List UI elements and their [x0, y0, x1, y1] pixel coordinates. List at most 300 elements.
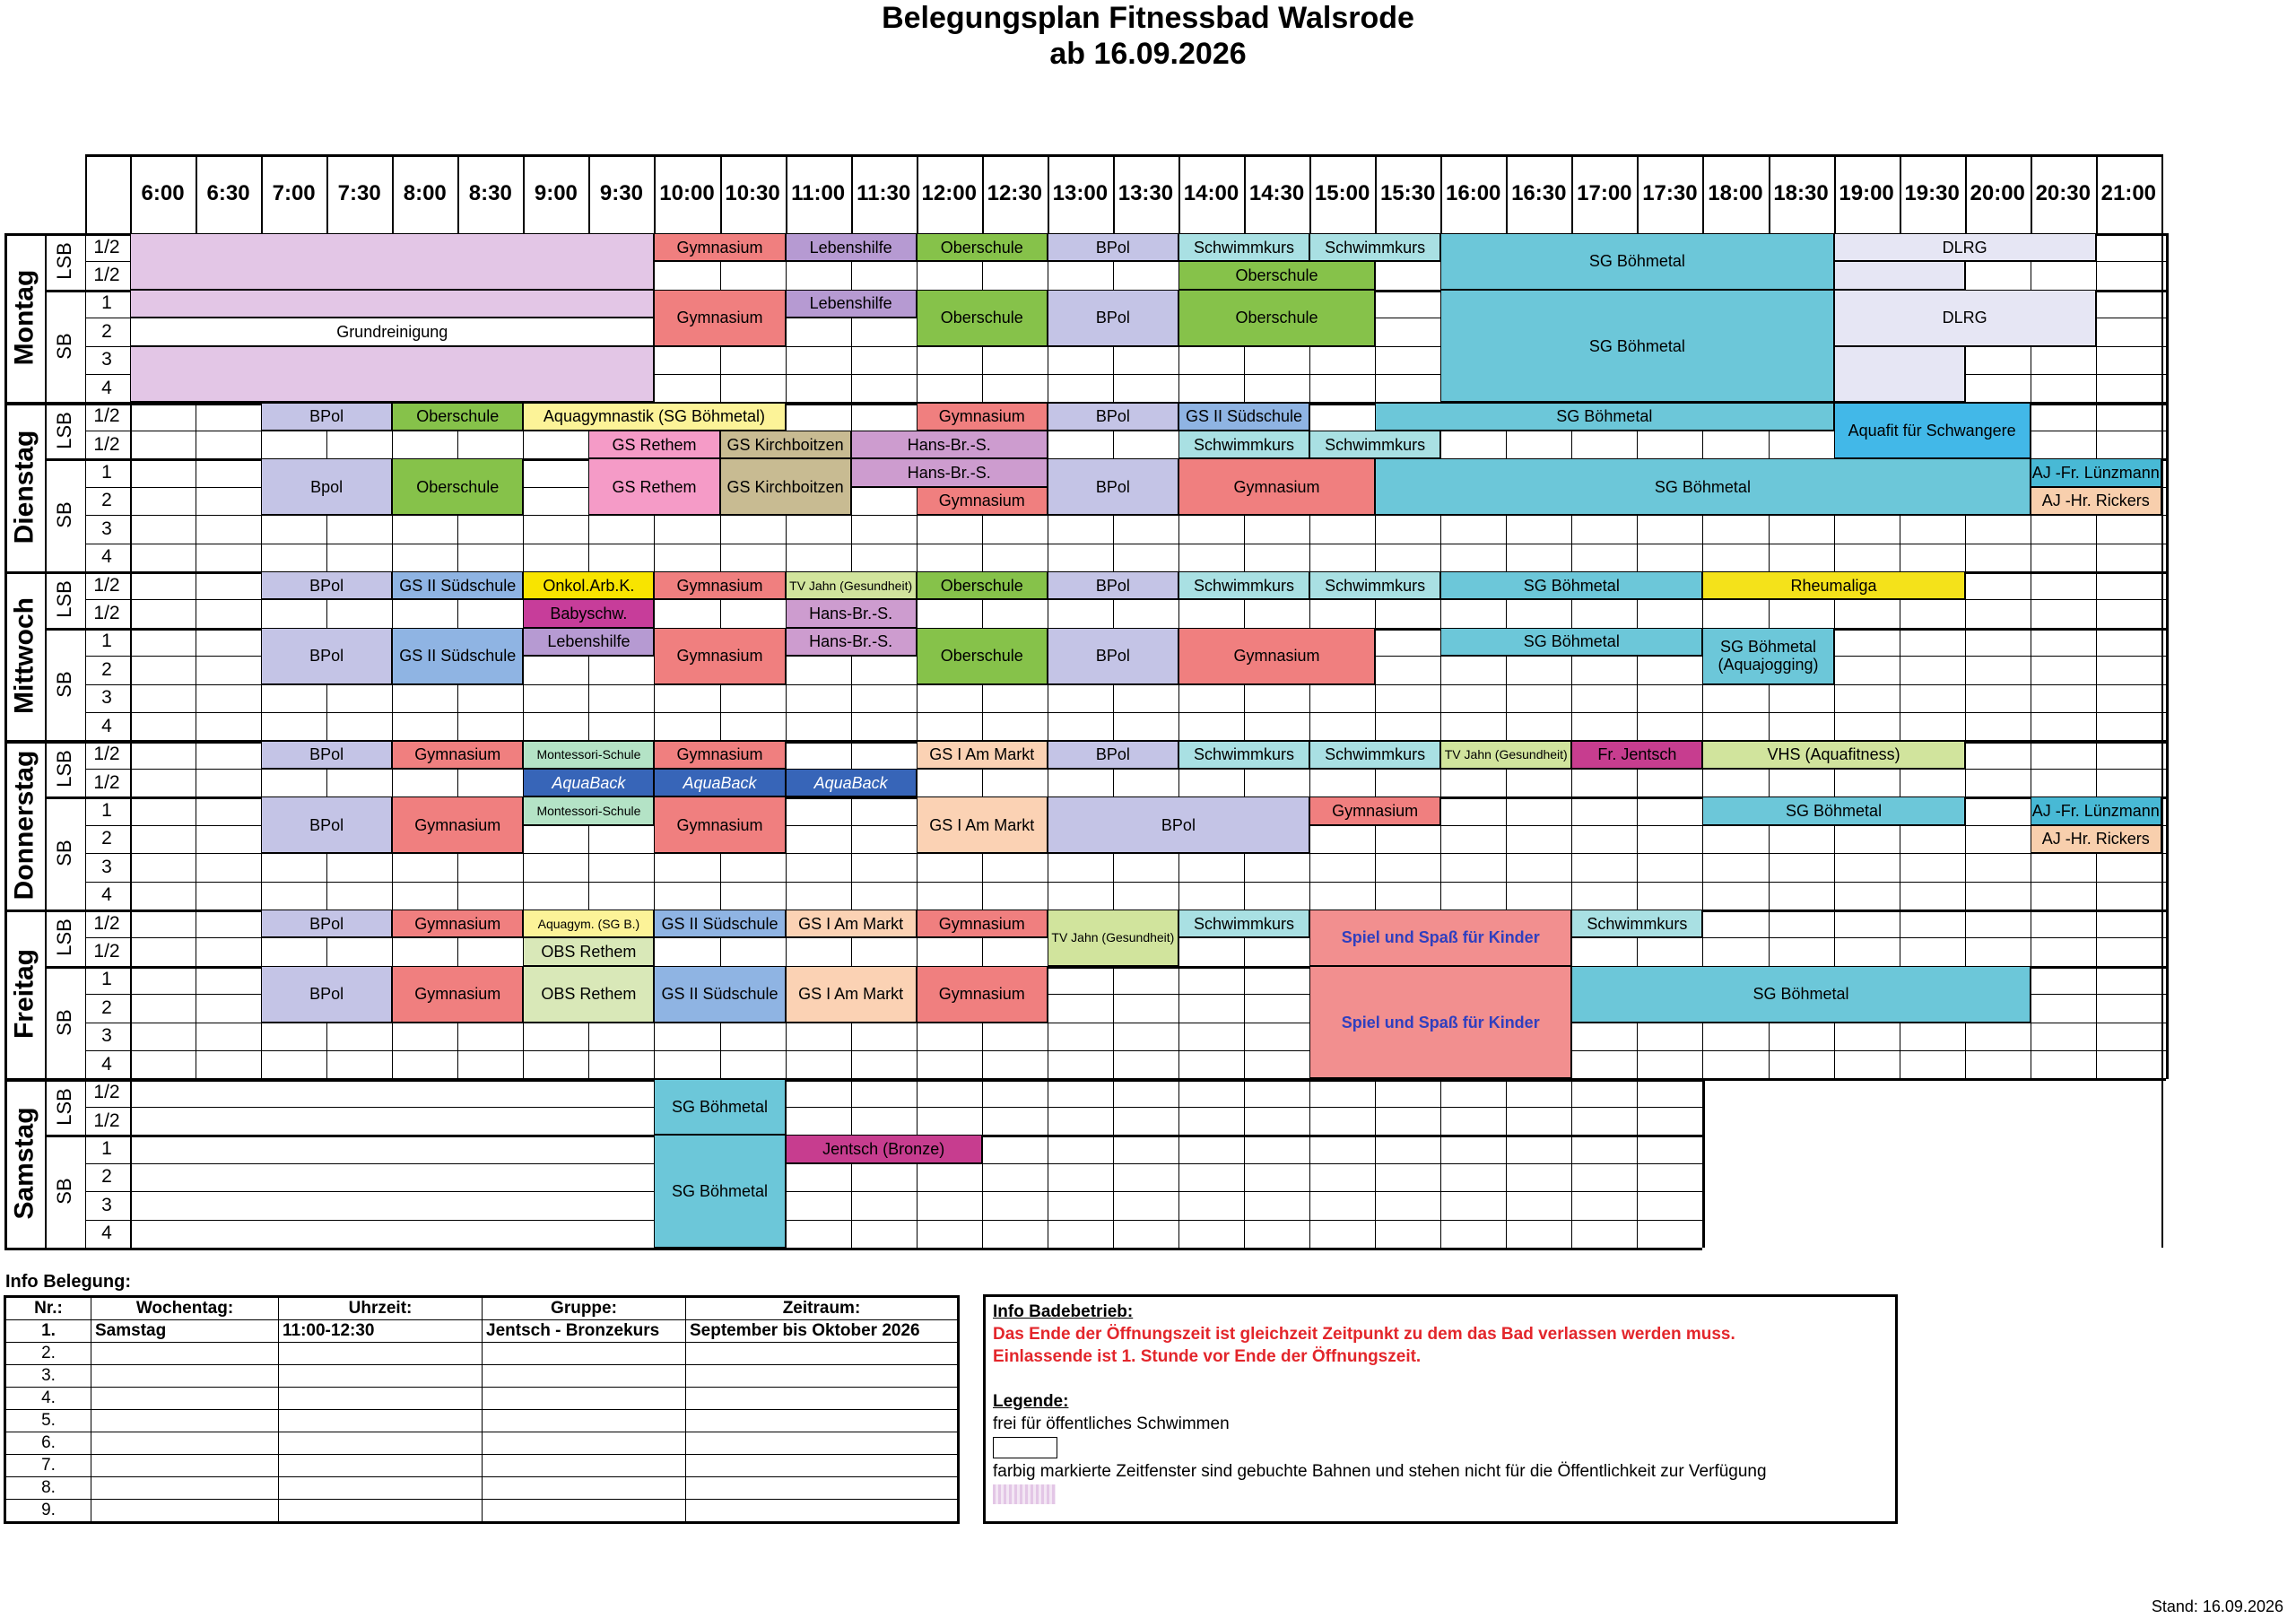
booking-block	[261, 966, 392, 1023]
booking-label: BPol	[1095, 238, 1130, 257]
grid-line	[1965, 741, 1966, 910]
booking-label: SG Böhmetal	[1556, 407, 1653, 426]
booking-block	[654, 741, 785, 769]
booking-label: Gymnasium	[676, 745, 763, 764]
booking-block	[654, 628, 785, 684]
table-row	[5, 1365, 959, 1388]
booking-block	[1048, 233, 1178, 261]
header-col-line	[1965, 154, 1967, 233]
info-cell	[483, 1455, 686, 1477]
info-cell: 5.	[5, 1410, 91, 1432]
info-cell	[686, 1455, 959, 1477]
booking-label: Gymnasium	[1332, 801, 1419, 820]
info-cell: 7.	[5, 1455, 91, 1477]
booking-block	[523, 796, 654, 824]
info-cell	[91, 1343, 279, 1365]
grid-line	[130, 741, 132, 910]
booking-label: BPol	[1161, 815, 1196, 834]
pool-label-sb: SB	[53, 1008, 75, 1036]
booking-label: BPol	[1095, 576, 1130, 595]
table-row	[5, 1388, 959, 1410]
time-header-23: 17:30	[1642, 181, 1698, 205]
booking-block	[1048, 571, 1178, 599]
booking-label: Oberschule	[940, 238, 1023, 257]
booking-label: BPol	[309, 985, 344, 1004]
booking-block	[130, 233, 654, 290]
legend-booked-swatch	[993, 1484, 1056, 1504]
booking-block	[1440, 290, 1833, 403]
booking-block	[917, 741, 1048, 769]
booking-block	[1834, 261, 1965, 289]
header-col-line	[982, 154, 984, 233]
info-cell	[686, 1432, 959, 1455]
info-cell: 1.	[5, 1320, 91, 1343]
booking-block	[917, 487, 1048, 515]
header-col-line	[851, 154, 853, 233]
legend-free-swatch	[993, 1437, 1057, 1458]
time-header-8: 10:00	[659, 181, 715, 205]
booking-block	[786, 910, 917, 937]
booking-block	[1178, 233, 1309, 261]
time-header-2: 7:00	[272, 181, 316, 205]
header-col-line	[1702, 154, 1704, 233]
grid-line	[851, 741, 852, 910]
lane-label: 2	[101, 997, 112, 1018]
booking-label: SG Böhmetal	[1588, 336, 1685, 355]
day-label-5: Samstag	[9, 1107, 39, 1220]
booking-label: Schwimmkurs	[1194, 745, 1295, 764]
info-cell	[279, 1455, 483, 1477]
booking-label: Oberschule	[1235, 309, 1318, 327]
booking-block	[1309, 796, 1440, 824]
pool-label-sb: SB	[53, 501, 75, 528]
booking-block	[917, 628, 1048, 684]
header-col-line	[326, 154, 328, 233]
info-cell: 8.	[5, 1477, 91, 1500]
info-col-header: Gruppe:	[483, 1297, 686, 1320]
grid-line	[1702, 1079, 1705, 1249]
table-row	[5, 1477, 959, 1500]
booking-block	[588, 431, 719, 458]
booking-block	[588, 458, 719, 515]
booking-label: Grundreinigung	[336, 322, 448, 341]
booking-block	[392, 796, 523, 853]
booking-block	[654, 966, 785, 1023]
header-col-line	[1375, 154, 1377, 233]
booking-block	[523, 628, 654, 656]
booking-label: AJ -Fr. Lünzmann	[2031, 463, 2160, 482]
lane-label: 4	[101, 377, 112, 398]
day-label-3: Donnerstag	[9, 750, 39, 901]
lane-label: 3	[101, 1025, 112, 1047]
booking-block	[786, 233, 917, 261]
grid-line	[85, 1079, 86, 1249]
info-header-row	[5, 1297, 959, 1320]
grid-line	[1965, 571, 1966, 741]
lane-label: 1/2	[93, 574, 120, 596]
booking-label: SG Böhmetal	[1752, 985, 1849, 1004]
info-cell	[91, 1500, 279, 1523]
booking-block	[786, 966, 917, 1023]
header-col-line	[1834, 154, 1836, 233]
booking-label: Gymnasium	[938, 914, 1025, 933]
booking-block	[917, 403, 1048, 431]
pool-label-lsb: LSB	[53, 918, 75, 957]
grid-line	[1506, 1079, 1507, 1249]
booking-label: GS Rethem	[612, 477, 697, 496]
booking-label: GS Rethem	[612, 435, 697, 454]
booking-block	[261, 403, 392, 431]
legend-free-text: frei für öffentliches Schwimmen	[993, 1414, 1230, 1433]
booking-label: AquaBack	[683, 773, 757, 792]
info-cell	[279, 1365, 483, 1388]
grid-line	[1178, 1079, 1179, 1249]
booking-block	[392, 910, 523, 937]
booking-label: Oberschule	[416, 407, 500, 426]
header-col-line	[196, 154, 197, 233]
booking-block	[261, 741, 392, 769]
booking-block	[261, 910, 392, 937]
day-label-1: Dienstag	[9, 430, 39, 544]
lane-label: 3	[101, 349, 112, 370]
table-row	[5, 1410, 959, 1432]
booking-block	[1178, 628, 1375, 684]
time-header-1: 6:30	[206, 181, 250, 205]
day-label-4: Freitag	[9, 949, 39, 1040]
booking-block	[1309, 966, 1571, 1079]
booking-label: Schwimmkurs	[1325, 238, 1426, 257]
booking-block	[130, 290, 654, 318]
booking-label: Hans-Br.-S.	[907, 463, 991, 482]
booking-label: GS Kirchboitzen	[726, 477, 844, 496]
booking-label: Gymnasium	[414, 815, 501, 834]
booking-block	[1048, 290, 1178, 346]
booking-label: Gymnasium	[938, 407, 1025, 426]
booking-block	[392, 741, 523, 769]
booking-label: Gymnasium	[414, 745, 501, 764]
grid-line	[4, 741, 7, 910]
grid-line	[4, 1079, 7, 1249]
booking-label: GS II Südschule	[661, 985, 778, 1004]
header-col-line	[654, 154, 656, 233]
title-line-2: ab 16.09.2026	[1049, 37, 1247, 71]
booking-block	[1702, 628, 1833, 684]
booking-label: SG Böhmetal	[1654, 477, 1751, 496]
grid-line	[130, 910, 132, 1079]
booking-label: Gymnasium	[676, 647, 763, 666]
info-col-header: Zeitraum:	[686, 1297, 959, 1320]
booking-block	[1309, 910, 1571, 966]
booking-block	[786, 290, 917, 318]
grid-line	[45, 741, 47, 910]
table-row	[5, 1455, 959, 1477]
booking-label: BPol	[1095, 745, 1130, 764]
booking-block	[523, 966, 654, 1023]
booking-block	[1178, 290, 1375, 346]
time-header-10: 11:00	[791, 181, 846, 205]
booking-block	[917, 571, 1048, 599]
info-col-header: Nr.:	[5, 1297, 91, 1320]
booking-label: GS II Südschule	[1185, 407, 1303, 426]
grid-line	[1440, 1079, 1441, 1249]
grid-line	[85, 741, 86, 910]
grid-line	[45, 1079, 47, 1249]
grid-line	[130, 1079, 132, 1249]
header-col-line	[1178, 154, 1180, 233]
booking-label: Gymnasium	[1233, 477, 1320, 496]
info-cell	[686, 1410, 959, 1432]
legend-heading: Legende:	[993, 1392, 1069, 1411]
lane-label: 1/2	[93, 236, 120, 257]
info-cell	[483, 1343, 686, 1365]
time-header-9: 10:30	[725, 181, 780, 205]
booking-block	[2031, 487, 2161, 515]
booking-label: Fr. Jentsch	[1597, 745, 1677, 764]
booking-block	[130, 346, 654, 403]
booking-label: GS I Am Markt	[798, 985, 904, 1004]
booking-block	[2031, 825, 2161, 853]
booking-label: Schwimmkurs	[1325, 435, 1426, 454]
booking-block	[1178, 571, 1309, 599]
time-header-6: 9:00	[534, 181, 578, 205]
booking-label: TV Jahn (Gesundheit)	[1444, 747, 1568, 762]
booking-label: Gymnasium	[414, 985, 501, 1004]
time-header-30: 21:00	[2100, 181, 2157, 205]
booking-block	[1834, 346, 1965, 403]
time-header-19: 15:30	[1379, 181, 1436, 205]
header-col-line	[588, 154, 590, 233]
info-col-header: Uhrzeit:	[279, 1297, 483, 1320]
header-col-line	[720, 154, 722, 233]
booking-block	[392, 628, 523, 684]
booking-label: Gymnasium	[676, 815, 763, 834]
booking-label: OBS Rethem	[541, 943, 637, 962]
booking-label: TV Jahn (Gesundheit)	[1051, 930, 1175, 945]
booking-label: SG Böhmetal	[1786, 801, 1883, 820]
info-cell	[483, 1410, 686, 1432]
header-col-line	[917, 154, 918, 233]
booking-label: Bpol	[310, 477, 344, 496]
booking-label: TV Jahn (Gesundheit)	[789, 578, 913, 593]
info-cell	[91, 1432, 279, 1455]
time-header-5: 8:30	[468, 181, 512, 205]
row-line	[4, 1248, 1702, 1250]
booking-label: BPol	[309, 745, 344, 764]
time-header-11: 11:30	[857, 181, 911, 205]
booking-label: Hans-Br.-S.	[809, 605, 893, 623]
info-cell	[91, 1455, 279, 1477]
info-cell: 4.	[5, 1388, 91, 1410]
header-col-line	[1244, 154, 1246, 233]
header-top-line	[85, 154, 2161, 157]
booking-block	[786, 1135, 982, 1162]
grid-line	[1244, 1079, 1245, 1249]
lane-label: 1/2	[93, 405, 120, 427]
booking-block	[1309, 431, 1440, 458]
badebetrieb-heading: Info Badebetrieb:	[993, 1302, 1134, 1321]
booking-block	[130, 318, 654, 345]
info-cell: 11:00-12:30	[279, 1320, 483, 1343]
header-col-line	[1113, 154, 1115, 233]
info-cell	[686, 1500, 959, 1523]
grid-line	[2166, 571, 2169, 741]
booking-label: DLRG	[1942, 309, 1987, 327]
booking-label: Rheumaliga	[1790, 576, 1877, 595]
booking-label: Spiel und Spaß für Kinder	[1341, 1013, 1540, 1031]
pool-label-sb: SB	[53, 670, 75, 698]
info-cell	[686, 1365, 959, 1388]
booking-block	[786, 769, 917, 796]
booking-block	[786, 628, 917, 656]
booking-label: Schwimmkurs	[1194, 238, 1295, 257]
legend-booked-text: farbig markierte Zeitfenster sind gebuchte Bahnen und stehen nicht für die Öffentlichkeit zur Verfügung	[993, 1462, 1767, 1481]
booking-block	[786, 599, 917, 627]
booking-block	[1048, 910, 1178, 966]
grid-line	[130, 571, 132, 741]
booking-label: AJ -Fr. Lünzmann	[2031, 801, 2160, 820]
booking-label: BPol	[1095, 407, 1130, 426]
booking-label: Schwimmkurs	[1194, 435, 1295, 454]
booking-label: Spiel und Spaß für Kinder	[1341, 928, 1540, 947]
pool-label-lsb: LSB	[53, 242, 75, 281]
booking-block	[523, 910, 654, 937]
booking-block	[851, 431, 1048, 458]
booking-block	[1702, 741, 1964, 769]
booking-block	[392, 966, 523, 1023]
lane-label: 1	[101, 799, 112, 821]
booking-block	[1440, 741, 1571, 769]
time-header-0: 6:00	[141, 181, 185, 205]
booking-label: Schwimmkurs	[1325, 576, 1426, 595]
lane-label: 4	[101, 546, 112, 568]
booking-block	[523, 937, 654, 965]
booking-label: BPol	[309, 576, 344, 595]
booking-label: SG Böhmetal	[1523, 576, 1620, 595]
booking-label: AJ -Hr. Rickers	[2041, 492, 2150, 510]
badebetrieb-note-1: Das Ende der Öffnungszeit ist gleichzeit Zeitpunkt zu dem das Bad verlassen werden muss.	[993, 1325, 1735, 1344]
lane-label: 1/2	[93, 771, 120, 793]
header-col-line	[1571, 154, 1573, 233]
grid-line	[1113, 1079, 1114, 1249]
booking-label: BPol	[309, 914, 344, 933]
booking-block	[523, 599, 654, 627]
booking-label: DLRG	[1942, 238, 1987, 257]
booking-label: Oberschule	[1235, 266, 1318, 285]
booking-label: Gymnasium	[676, 238, 763, 257]
info-belegung-table	[4, 1295, 960, 1524]
time-header-21: 16:30	[1511, 181, 1567, 205]
time-header-3: 7:30	[337, 181, 381, 205]
grid-line	[2096, 910, 2097, 1079]
booking-label: SG Böhmetal (Aquajogging)	[1718, 638, 1819, 675]
booking-label: Montessori-Schule	[536, 803, 641, 818]
header-col-line	[1440, 154, 1442, 233]
grid-line	[4, 403, 7, 572]
booking-block	[1375, 458, 2031, 515]
header-col-line	[2031, 154, 2032, 233]
time-header-18: 15:00	[1314, 181, 1370, 205]
pool-label-sb: SB	[53, 1178, 75, 1205]
header-col-line	[786, 154, 787, 233]
booking-label: Gymnasium	[676, 309, 763, 327]
booking-label: GS Kirchboitzen	[726, 435, 844, 454]
grid-line	[2096, 571, 2097, 741]
table-row	[5, 1343, 959, 1365]
booking-label: Hans-Br.-S.	[809, 632, 893, 651]
booking-label: SG Böhmetal	[671, 1097, 769, 1116]
lane-label: 2	[101, 490, 112, 511]
booking-block	[1048, 458, 1178, 515]
outer-right-line	[2161, 154, 2163, 1248]
time-header-17: 14:30	[1248, 181, 1305, 205]
booking-label: Schwimmkurs	[1194, 914, 1295, 933]
pool-label-lsb: LSB	[53, 1088, 75, 1126]
booking-label: OBS Rethem	[541, 985, 637, 1004]
booking-block	[1178, 261, 1375, 289]
row-line	[85, 1107, 1702, 1108]
booking-label: BPol	[1095, 647, 1130, 666]
booking-block	[1309, 741, 1440, 769]
booking-block	[523, 741, 654, 769]
info-cell: 6.	[5, 1432, 91, 1455]
time-header-24: 18:00	[1708, 181, 1763, 205]
time-header-20: 16:00	[1446, 181, 1501, 205]
time-header-4: 8:00	[403, 181, 447, 205]
time-header-14: 13:00	[1052, 181, 1109, 205]
booking-block	[654, 233, 785, 261]
grid-line	[85, 233, 86, 403]
lane-label: 2	[101, 1166, 112, 1188]
booking-label: SG Böhmetal	[1588, 252, 1685, 271]
booking-label: BPol	[309, 815, 344, 834]
booking-block	[1834, 233, 2096, 261]
time-header-27: 19:30	[1904, 181, 1960, 205]
booking-block	[1048, 741, 1178, 769]
booking-block	[261, 628, 392, 684]
booking-block	[392, 403, 523, 431]
booking-label: Lebenshilfe	[547, 632, 631, 651]
grid-line	[1637, 1079, 1638, 1249]
booking-block	[1571, 741, 1702, 769]
booking-block	[1702, 796, 1964, 824]
booking-block	[1178, 741, 1309, 769]
header-left-line	[85, 154, 87, 233]
row-line	[85, 1191, 1702, 1192]
booking-block	[917, 233, 1048, 261]
lane-label: 1	[101, 631, 112, 652]
booking-label: Oberschule	[940, 309, 1023, 327]
grid-line	[130, 403, 132, 572]
booking-block	[654, 571, 785, 599]
lane-label: 1/2	[93, 941, 120, 962]
booking-block	[1440, 571, 1702, 599]
row-line	[85, 1220, 1702, 1221]
info-cell	[279, 1500, 483, 1523]
booking-label: SG Böhmetal	[671, 1182, 769, 1201]
booking-label: GS II Südschule	[661, 914, 778, 933]
header-col-line	[1048, 154, 1049, 233]
booking-label: GS II Südschule	[399, 576, 517, 595]
header-col-line	[392, 154, 394, 233]
info-cell: 2.	[5, 1343, 91, 1365]
booking-block	[1048, 796, 1309, 853]
lane-label: 1/2	[93, 912, 120, 934]
grid-line	[786, 741, 787, 910]
table-row	[5, 1432, 959, 1455]
booking-block	[1178, 403, 1309, 431]
info-cell	[686, 1477, 959, 1500]
booking-block	[720, 431, 851, 458]
